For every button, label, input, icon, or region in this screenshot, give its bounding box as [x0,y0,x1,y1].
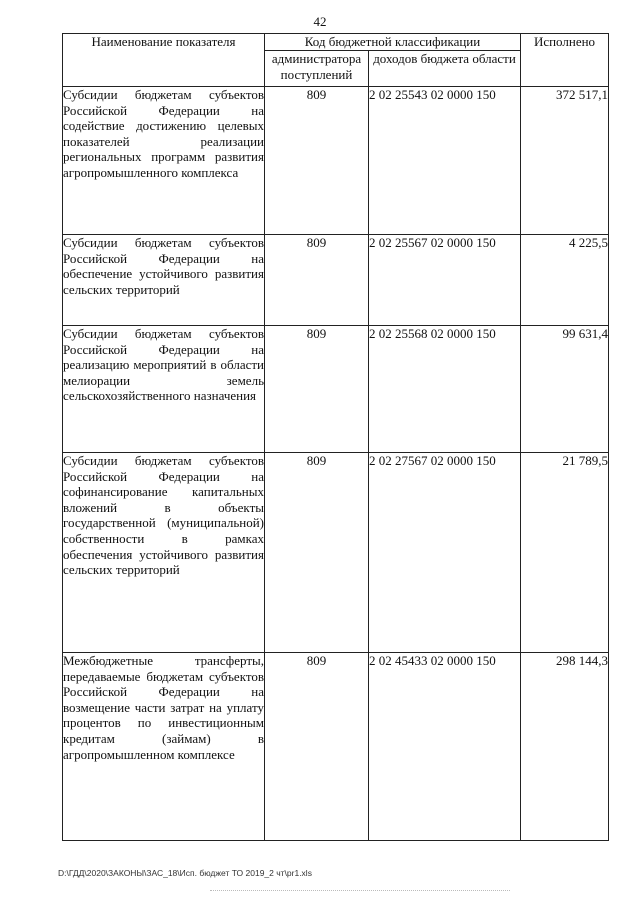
row-name: Субсидии бюджетам субъектов Российской Федерации на обеспечение устойчивого развития сельских территорий [63,235,265,326]
row-name: Межбюджетные трансферты, передаваемые бюджетам субъектов Российской Федерации на возмещение части затрат на уплату процентов по инвестиционным кредитам (займам) в агропромышленном комплексе [63,653,265,841]
header-admin: администратора поступлений [265,51,369,87]
row-value: 372 517,1 [521,87,609,235]
header-income: доходов бюджета области [369,51,521,87]
table-row [63,653,609,841]
header-name: Наименование показателя [63,34,265,87]
row-admin-code: 809 [265,87,369,235]
header-executed: Исполнено [521,34,609,87]
row-income-code: 2 02 25568 02 0000 150 [369,326,521,453]
budget-table [62,33,609,841]
footer-divider [210,890,510,891]
page-number: 42 [313,14,327,29]
table-row [63,326,609,453]
row-admin-code: 809 [265,326,369,453]
row-name: Субсидии бюджетам субъектов Российской Федерации на содействие достижению целевых показателей реализации региональных программ развития агропромышленного комплекса [63,87,265,235]
row-admin-code: 809 [265,653,369,841]
row-value: 4 225,5 [521,235,609,326]
table-row [63,453,609,653]
row-value: 99 631,4 [521,326,609,453]
table-row [63,87,609,235]
row-income-code: 2 02 25543 02 0000 150 [369,87,521,235]
row-value: 298 144,3 [521,653,609,841]
row-name: Субсидии бюджетам субъектов Российской Федерации на реализацию мероприятий в области мелиорации земель сельскохозяйственного назначения [63,326,265,453]
row-name: Субсидии бюджетам субъектов Российской Федерации на софинансирование капитальных вложений в объекты государственной (муниципальной) собственности в рамках обеспечения устойчивого развития сельских территорий [63,453,265,653]
header-code-group: Код бюджетной классификации [265,34,521,51]
row-admin-code: 809 [265,453,369,653]
table-row [63,235,609,326]
row-value: 21 789,5 [521,453,609,653]
footer-file-path: D:\ГДД\2020\ЗАКОНЫ\ЗАС_18\Исп. бюджет ТО 2019_2 чт\pr1.xls [58,868,312,878]
row-admin-code: 809 [265,235,369,326]
row-income-code: 2 02 45433 02 0000 150 [369,653,521,841]
row-income-code: 2 02 25567 02 0000 150 [369,235,521,326]
row-income-code: 2 02 27567 02 0000 150 [369,453,521,653]
